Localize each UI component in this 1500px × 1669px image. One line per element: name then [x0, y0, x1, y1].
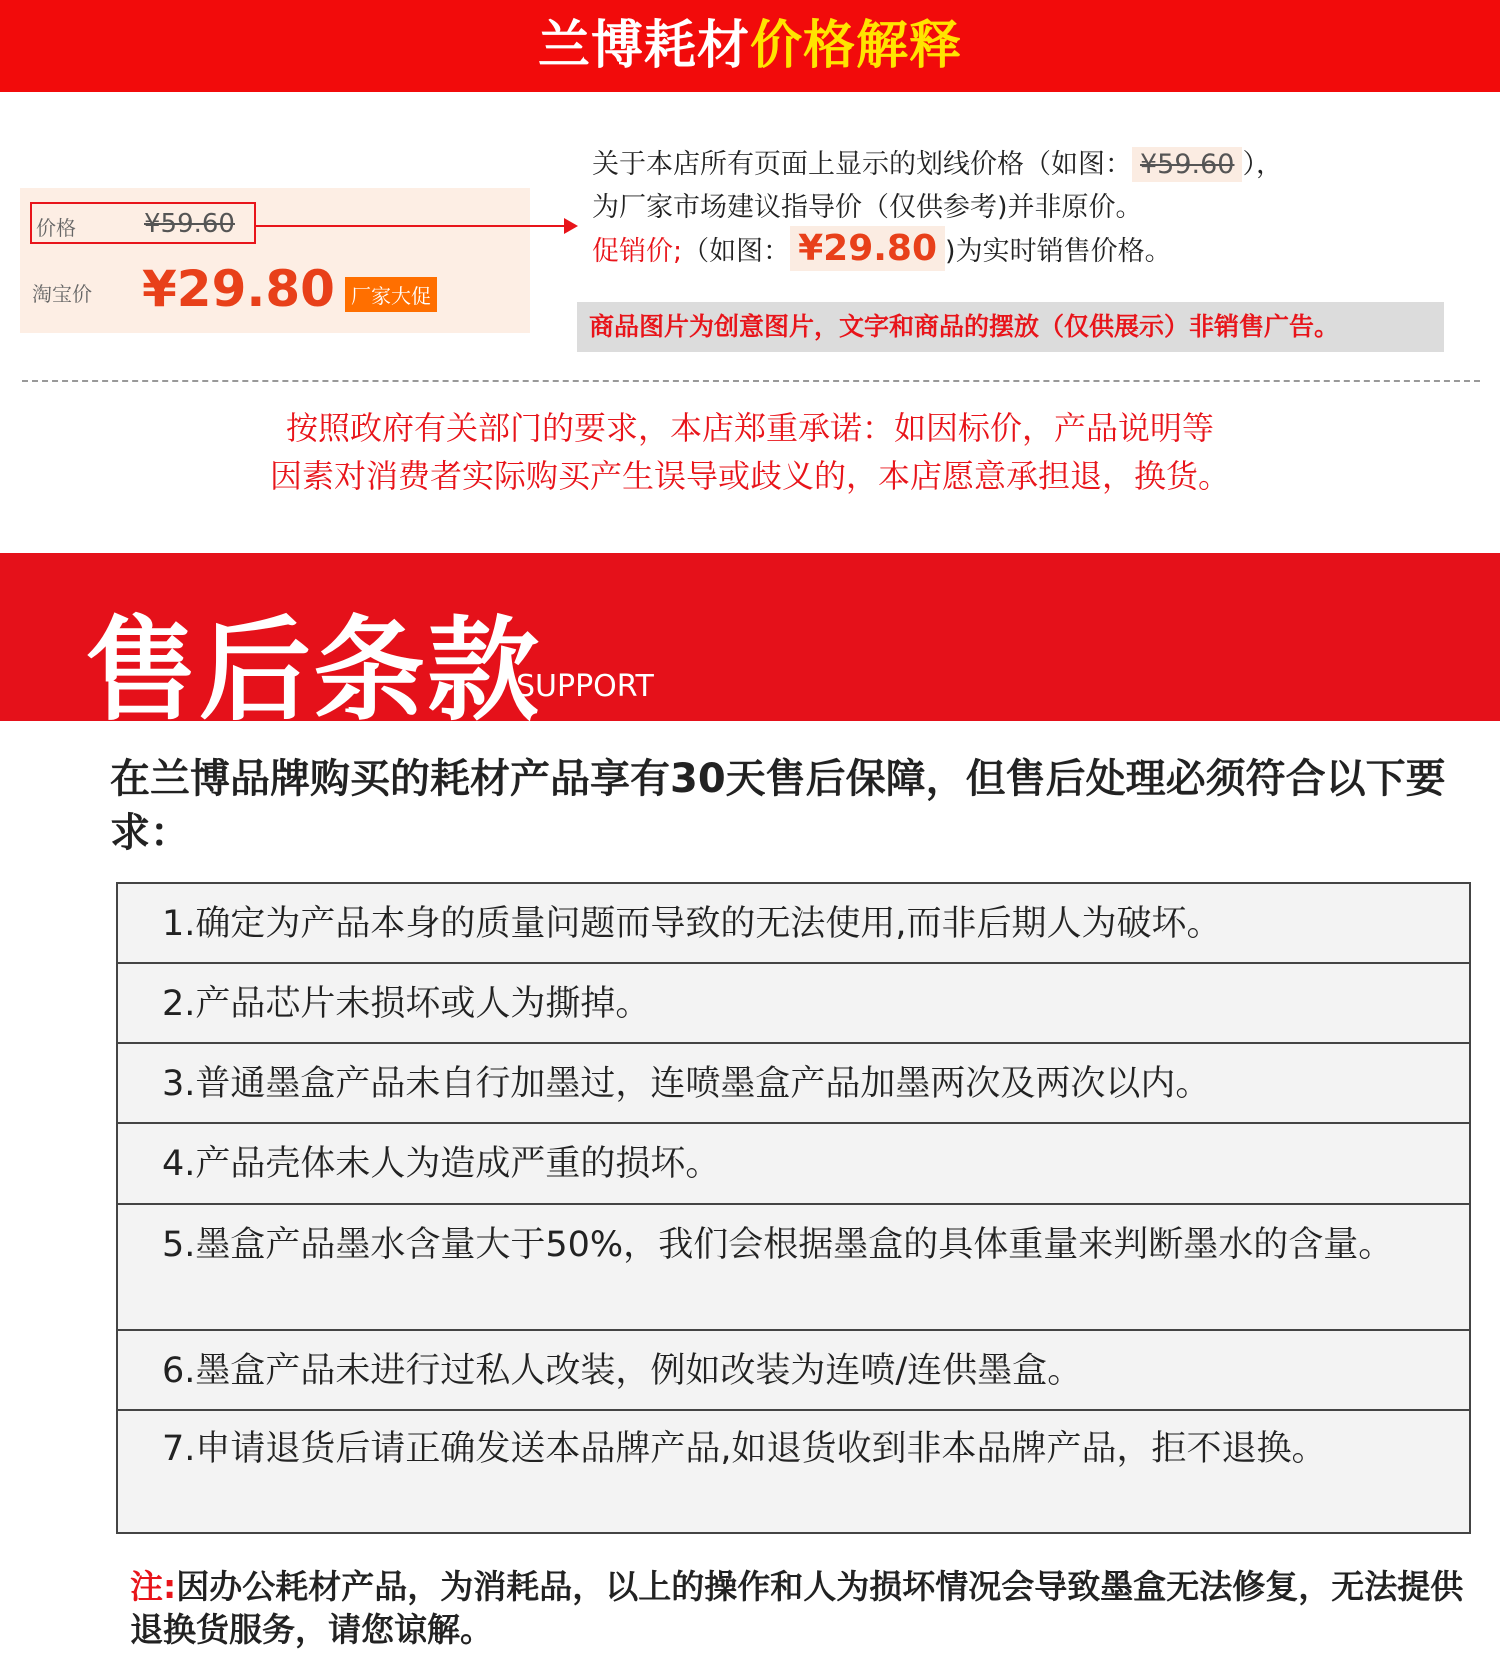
explanation-line-2: 为厂家市场建议指导价（仅供参考)并非原价。 — [592, 192, 1143, 223]
explanation-text: ）， — [1242, 149, 1283, 180]
promo-price-label: 促销价; — [592, 236, 683, 267]
price-highlight — [790, 226, 945, 271]
term-row: 3.普通墨盒产品未自行加墨过，连喷墨盒产品加墨两次及两次以内。 — [118, 1044, 1469, 1124]
term-row: 2.产品芯片未损坏或人为撕掉。 — [118, 964, 1469, 1044]
explanation-line-1 — [592, 142, 1283, 182]
after-sales-banner — [0, 553, 1500, 736]
explanation-text: （如图： — [682, 236, 791, 267]
term-row: 1.确定为产品本身的质量问题而导致的无法使用,而非后期人为破坏。 — [118, 884, 1469, 964]
promise-line-1: 按照政府有关部门的要求，本店郑重承诺：如因标价，产品说明等 — [285, 409, 1214, 447]
term-row: 5.墨盒产品墨水含量大于50%，我们会根据墨盒的具体重量来判断墨水的含量。 — [118, 1205, 1469, 1331]
explanation-text: 关于本店所有页面上显示的划线价格（如图： — [592, 149, 1132, 180]
promo-price-sample: ¥29.80 — [798, 228, 938, 269]
explanation-text: )为实时销售价格。 — [945, 236, 1172, 267]
price-highlight — [1132, 147, 1242, 182]
terms-table — [116, 882, 1471, 1534]
warranty-intro: 在兰博品牌购买的耗材产品享有30天售后保障，但售后处理必须符合以下要求： — [110, 756, 1446, 856]
after-sales-title: 售后条款 — [85, 606, 541, 736]
term-row: 4.产品壳体未人为造成严重的损坏。 — [118, 1124, 1469, 1205]
promise-line-2: 因素对消费者实际购买产生误导或歧义的，本店愿意承担退，换货。 — [269, 457, 1230, 495]
arrow-right-icon — [564, 218, 578, 234]
taobao-price-label: 淘宝价 — [32, 282, 92, 306]
footnote-text: 因办公耗材产品，为消耗品，以上的操作和人为损坏情况会导致墨盒无法修复，无法提供退换货服务，请您谅解。 — [130, 1567, 1464, 1649]
footnote-label: 注: — [130, 1567, 177, 1606]
term-row: 7.申请退货后请正确发送本品牌产品,如退货收到非本品牌产品，拒不退换。 — [162, 1429, 1327, 1469]
strikethrough-price: ¥59.60 — [144, 209, 235, 239]
after-sales-subtitle: SUPPORT — [516, 669, 654, 704]
term-row: 6.墨盒产品未进行过私人改装，例如改装为连喷/连供墨盒。 — [118, 1331, 1469, 1411]
price-example-box — [20, 188, 530, 333]
dashed-divider — [22, 380, 1480, 382]
explanation-line-3 — [592, 226, 1172, 271]
promo-badge: 厂家大促 — [345, 277, 437, 312]
banner-title-white: 兰博耗材 — [537, 16, 750, 76]
arrow-line — [256, 225, 566, 227]
footnote — [130, 1565, 1475, 1651]
strikethrough-price-sample: ¥59.60 — [1140, 149, 1235, 180]
price-label: 价格 — [36, 216, 76, 240]
original-price-frame — [30, 202, 256, 244]
price-explanation-banner — [0, 0, 1500, 92]
promo-price: ¥29.80 — [142, 260, 335, 318]
image-disclaimer: 商品图片为创意图片，文字和商品的摆放（仅供展示）非销售广告。 — [577, 302, 1444, 352]
banner-title-yellow: 价格解释 — [750, 16, 963, 76]
